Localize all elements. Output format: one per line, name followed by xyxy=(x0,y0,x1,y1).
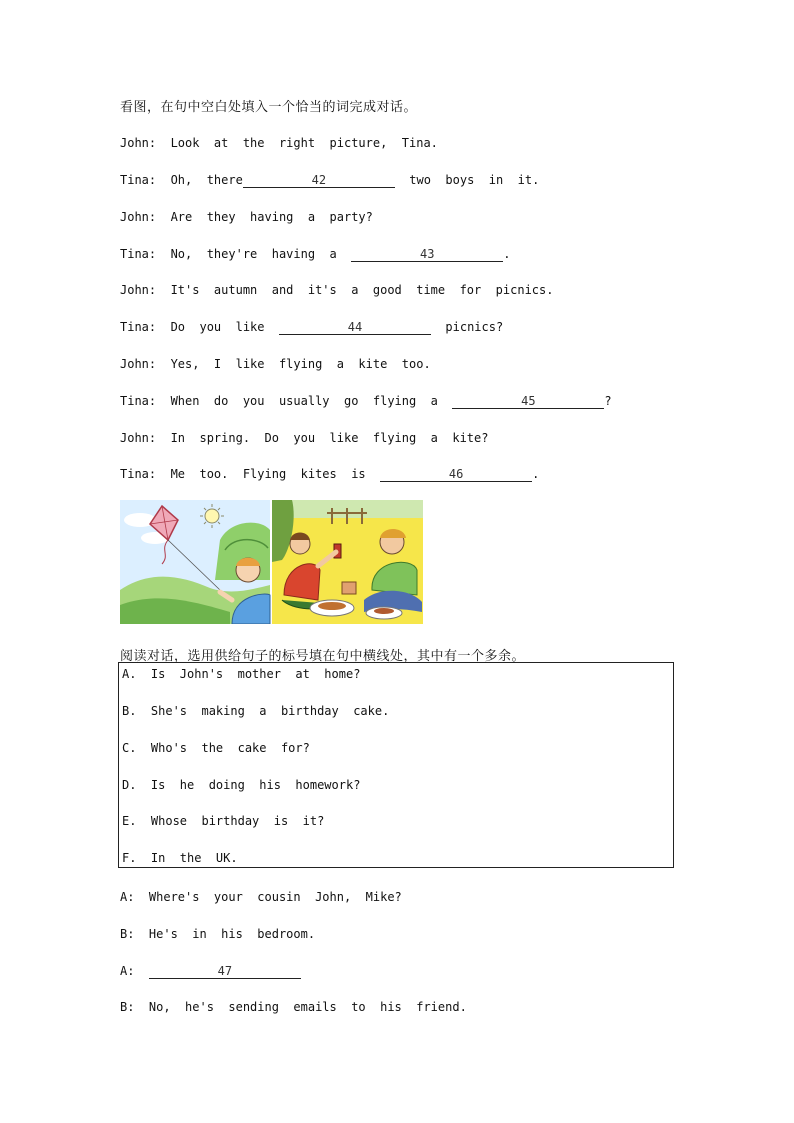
line-text: Do you like xyxy=(170,320,279,334)
dialogue-line xyxy=(120,283,553,297)
line-text: No, they're having a xyxy=(170,247,352,261)
line-text: Are they having a party? xyxy=(170,210,373,224)
option-letter: A. xyxy=(122,667,137,681)
speaker: John: xyxy=(120,431,157,445)
line-text-after: . xyxy=(532,467,540,481)
speaker: Tina: xyxy=(120,394,157,408)
line-text-after: ? xyxy=(604,394,612,408)
option-d xyxy=(122,778,360,792)
speaker: A: xyxy=(120,964,135,978)
answer-blank-43[interactable]: 43 xyxy=(351,247,503,262)
dialogue-line xyxy=(120,467,539,482)
option-text: She's making a birthday cake. xyxy=(150,704,390,718)
line-text: Me too. Flying kites is xyxy=(170,467,381,481)
dialogue-line xyxy=(120,890,402,904)
option-letter: F. xyxy=(122,851,137,865)
options-box xyxy=(118,662,674,868)
speaker: Tina: xyxy=(120,467,157,481)
dialogue-line xyxy=(120,431,488,445)
speaker: B: xyxy=(120,1000,135,1014)
line-text: In spring. Do you like flying a kite? xyxy=(170,431,489,445)
option-letter: C. xyxy=(122,741,137,755)
line-text-after: picnics? xyxy=(430,320,504,334)
option-text: Who's the cake for? xyxy=(150,741,310,755)
kite-and-picnic-illustrations xyxy=(120,500,423,624)
exercise-heading-2: 阅读对话，选用供给句子的标号填在句中横线处，其中有一个多余。 xyxy=(120,649,526,664)
illustrations xyxy=(120,500,423,624)
line-text: No, he's sending emails to his friend. xyxy=(148,1000,467,1014)
answer-blank-46[interactable]: 46 xyxy=(380,467,532,482)
dialogue-line xyxy=(120,210,373,224)
answer-blank-45[interactable]: 45 xyxy=(452,394,604,409)
option-text: Is he doing his homework? xyxy=(150,778,361,792)
speaker: John: xyxy=(120,210,157,224)
option-text: Is John's mother at home? xyxy=(150,667,361,681)
option-f xyxy=(122,851,238,865)
exercise-heading-1: 看图，在句中空白处填入一个恰当的词完成对话。 xyxy=(120,100,418,115)
line-text: Oh, there xyxy=(170,173,243,187)
option-c xyxy=(122,741,310,755)
option-text: Whose birthday is it? xyxy=(150,814,325,828)
line-text: He's in his bedroom. xyxy=(148,927,316,941)
dialogue-line xyxy=(120,964,301,979)
kite-flying-boy-illustration xyxy=(120,500,270,624)
dialogue-line xyxy=(120,320,503,335)
option-letter: D. xyxy=(122,778,137,792)
answer-blank-42[interactable]: 42 xyxy=(243,173,395,188)
option-a xyxy=(122,667,360,681)
line-text: It's autumn and it's a good time for picnics. xyxy=(170,283,554,297)
line-text: Where's your cousin John, Mike? xyxy=(148,890,402,904)
dialogue-line xyxy=(120,173,539,188)
speaker: A: xyxy=(120,890,135,904)
dialogue-line xyxy=(120,1000,467,1014)
speaker: Tina: xyxy=(120,320,157,334)
speaker: B: xyxy=(120,927,135,941)
speaker: John: xyxy=(120,357,157,371)
speaker: Tina: xyxy=(120,173,157,187)
dialogue-line xyxy=(120,927,315,941)
dialogue-line xyxy=(120,136,438,150)
speaker: John: xyxy=(120,136,157,150)
answer-blank-44[interactable]: 44 xyxy=(279,320,431,335)
line-text: When do you usually go flying a xyxy=(170,394,453,408)
dialogue-line xyxy=(120,394,612,409)
option-letter: B. xyxy=(122,704,137,718)
line-text-after: two boys in it. xyxy=(394,173,540,187)
option-b xyxy=(122,704,389,718)
dialogue-line xyxy=(120,357,431,371)
dialogue-line xyxy=(120,247,510,262)
line-text: Look at the right picture, Tina. xyxy=(170,136,438,150)
line-text-after: . xyxy=(503,247,511,261)
option-e xyxy=(122,814,324,828)
option-text: In the UK. xyxy=(150,851,238,865)
speaker: John: xyxy=(120,283,157,297)
speaker: Tina: xyxy=(120,247,157,261)
answer-blank-47[interactable]: 47 xyxy=(149,964,301,979)
picnic-two-boys-illustration xyxy=(272,500,423,624)
option-letter: E. xyxy=(122,814,137,828)
line-text: Yes, I like flying a kite too. xyxy=(170,357,431,371)
